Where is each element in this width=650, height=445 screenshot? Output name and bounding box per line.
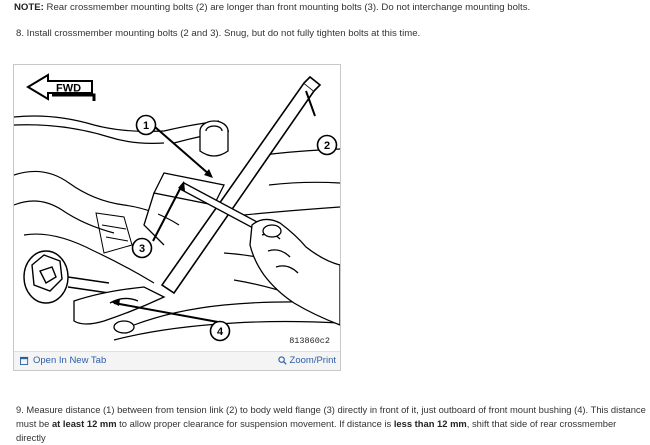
figure-code: 813860c2 — [289, 336, 330, 346]
step-9-part3: , shift that side of rear crossmember directly — [16, 418, 617, 443]
step-9-text — [16, 403, 646, 445]
new-tab-icon — [20, 356, 29, 365]
step-9-bold-less-than: less than 12 mm — [393, 418, 467, 429]
magnifier-icon — [278, 356, 287, 365]
step-9-part2: to allow proper clearance for suspension movement. If distance is — [116, 418, 394, 429]
callout-2 — [318, 136, 337, 155]
zoom-print-link[interactable] — [278, 355, 336, 366]
callout-4 — [211, 322, 230, 341]
callout-1 — [137, 116, 156, 135]
note-text: Rear crossmember mounting bolts (2) are longer than front mounting bolts (3). Do not interchange mounting bolts. — [43, 2, 531, 13]
hand-illustration — [250, 219, 340, 325]
zoom-print-label: Zoom/Print — [289, 355, 336, 366]
step-9-bold-min-distance: at least 12 mm — [51, 418, 117, 429]
open-in-new-tab-link[interactable] — [20, 355, 106, 366]
svg-text:1: 1 — [142, 120, 150, 132]
callout-3 — [133, 239, 152, 258]
figure-container — [13, 64, 341, 371]
svg-text:3: 3 — [138, 243, 146, 255]
note-label: NOTE: — [14, 2, 44, 13]
svg-text:2: 2 — [323, 140, 331, 152]
fwd-arrow — [28, 75, 94, 101]
note-line — [14, 2, 530, 13]
step-9-part1: 9. Measure distance (1) between from tension link (2) to body weld flange (3) directly in front of it, just outboard of front mount bushing (4). This distance must be — [16, 404, 646, 429]
svg-text:4: 4 — [216, 326, 224, 338]
fwd-label: FWD — [56, 82, 82, 95]
crossmember-illustration — [14, 65, 340, 352]
step-8-text: 8. Install crossmember mounting bolts (2 and 3). Snug, but do not fully tighten bolts at this time. — [16, 28, 421, 39]
open-in-new-tab-label: Open In New Tab — [33, 355, 107, 366]
figure-footer — [14, 351, 340, 370]
